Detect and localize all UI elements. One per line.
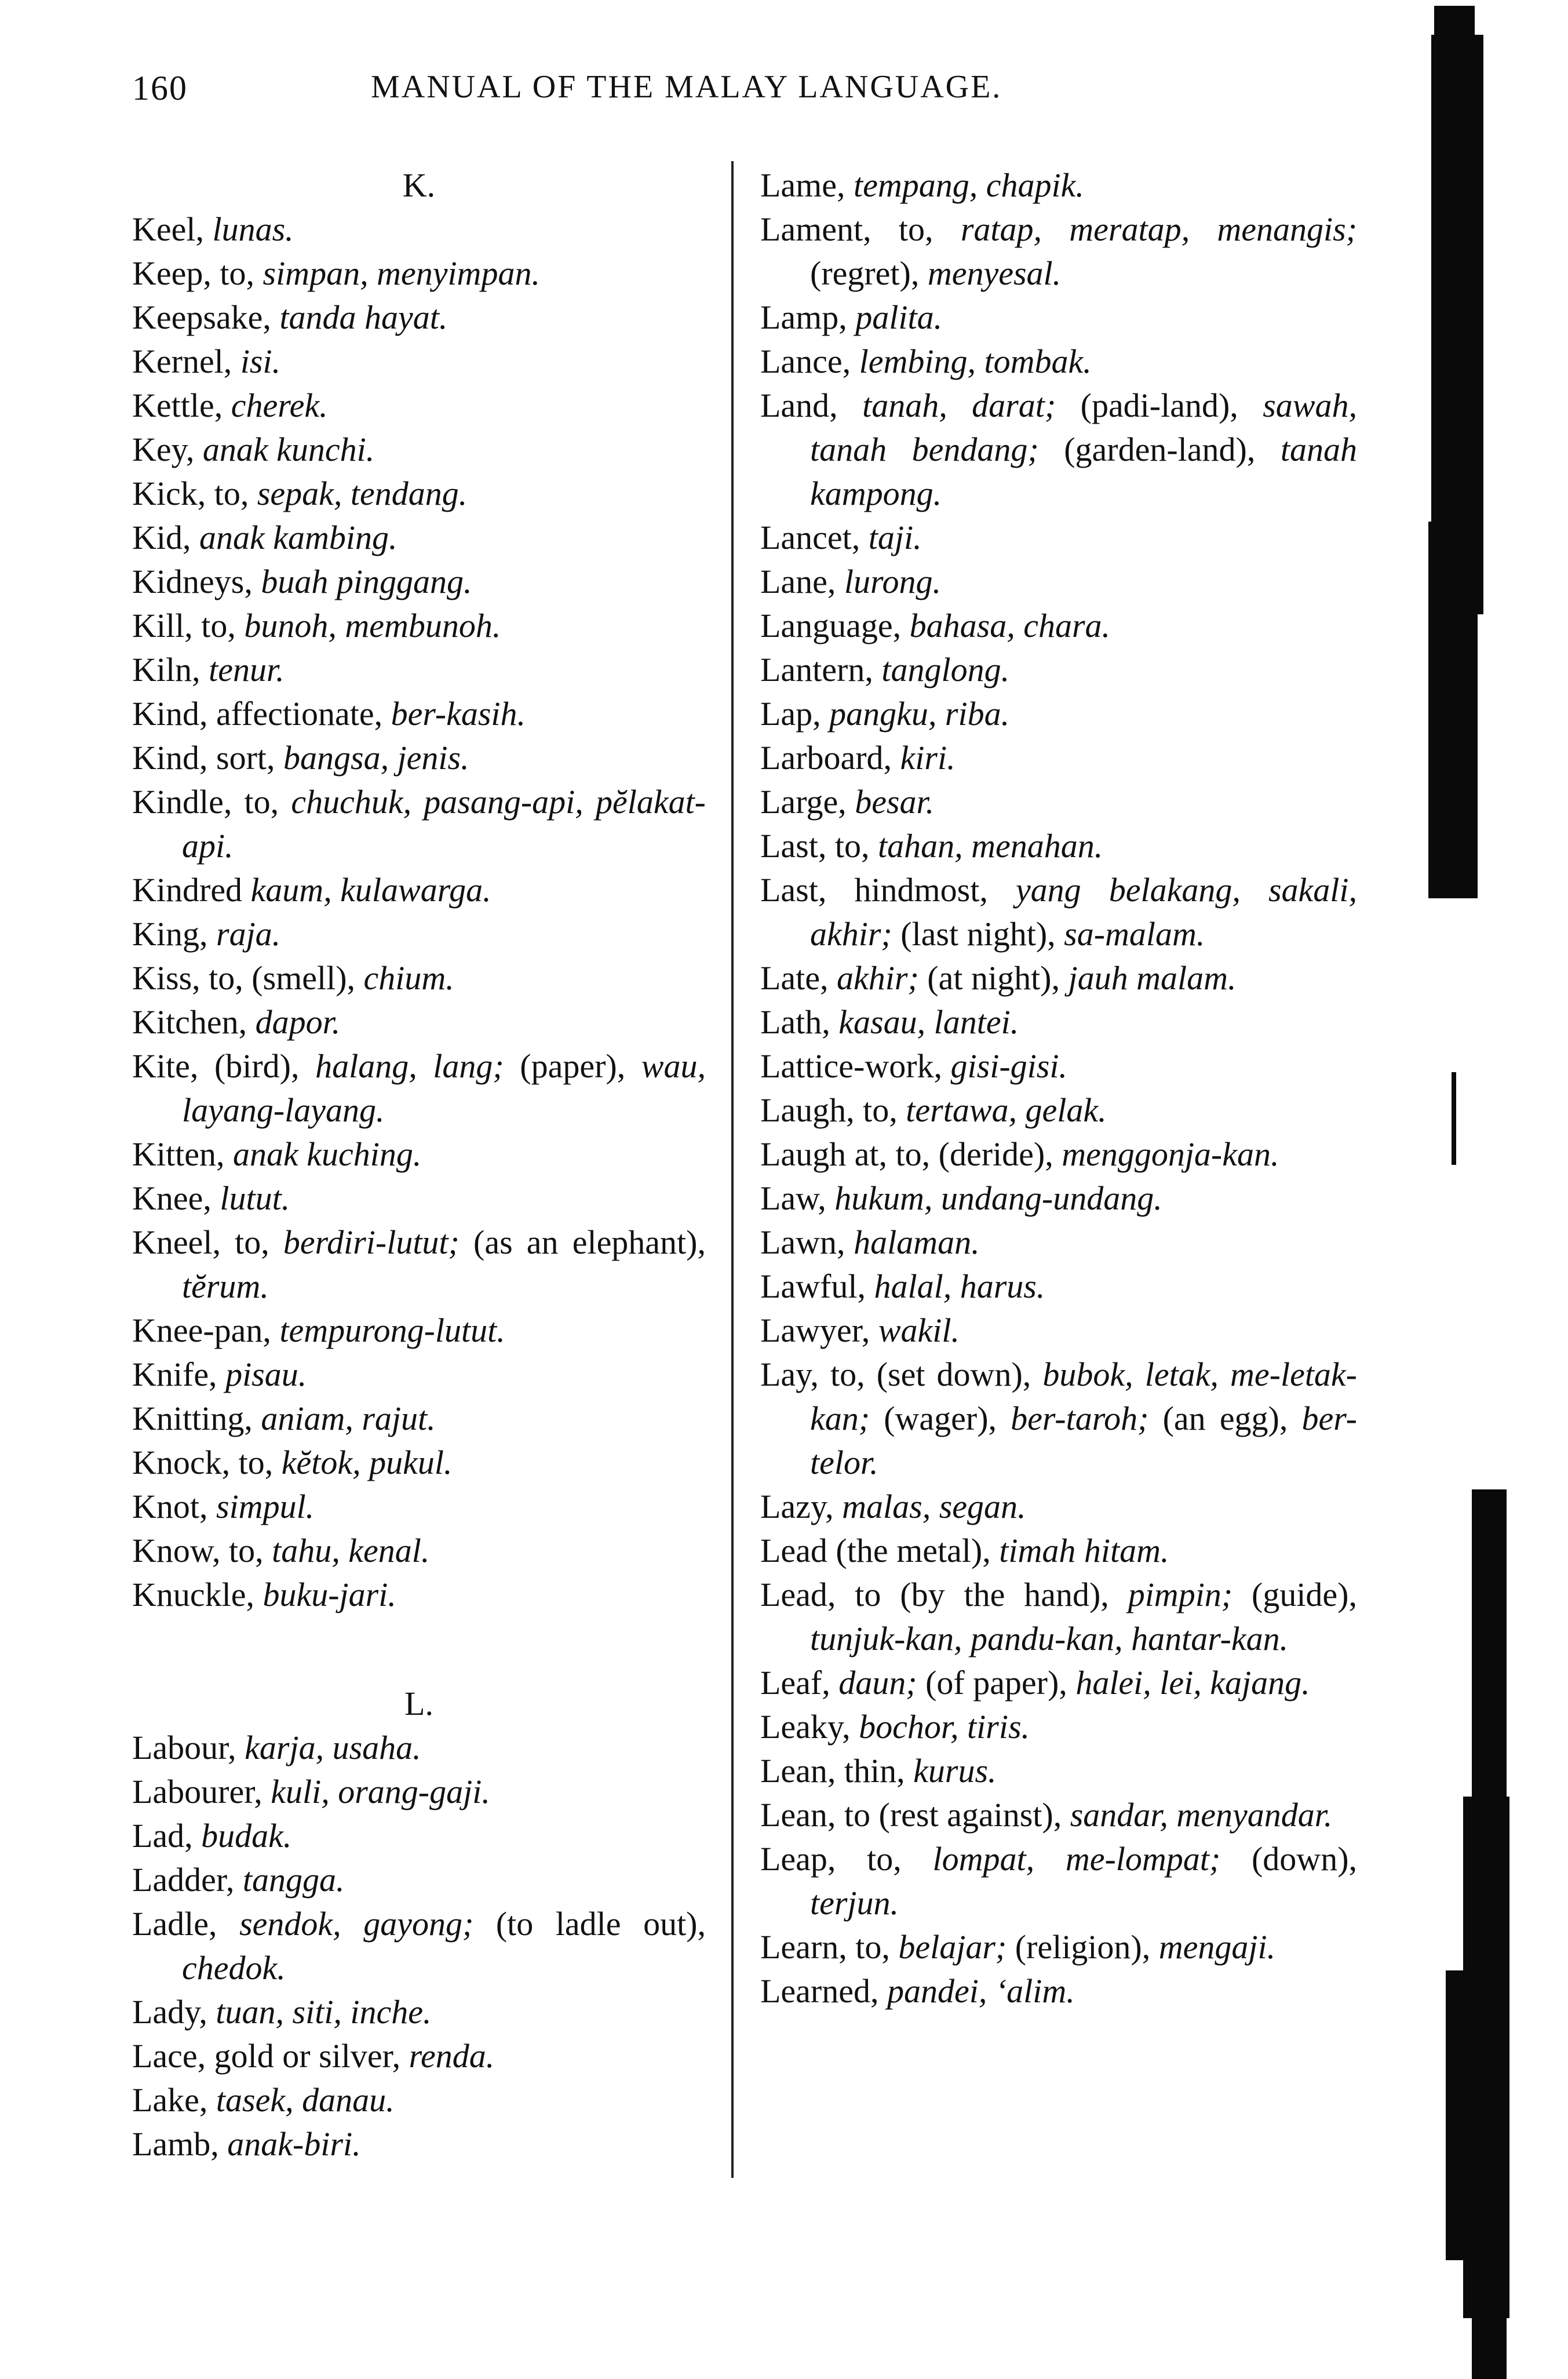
- malay-translation: malas, segan.: [842, 1488, 1026, 1525]
- malay-translation: daun;: [838, 1664, 917, 1702]
- english-term: Lady,: [132, 1993, 216, 2031]
- english-term: Lane,: [760, 563, 844, 600]
- english-term: Laugh at, to, (deride),: [760, 1135, 1062, 1173]
- english-term: Last, to,: [760, 827, 878, 865]
- dictionary-entry: [132, 1044, 706, 1132]
- dictionary-entry: [132, 604, 706, 648]
- dictionary-entry: [760, 604, 1357, 648]
- dictionary-entry: [132, 1176, 706, 1221]
- english-term: Ladder,: [132, 1861, 243, 1899]
- malay-translation: kurus.: [913, 1752, 997, 1790]
- malay-translation: aniam, rajut.: [261, 1400, 436, 1437]
- malay-translation: tanah kampong.: [810, 431, 1357, 512]
- english-term: Lancet,: [760, 519, 869, 556]
- english-term: Kid,: [132, 519, 199, 556]
- english-term: Lawyer,: [760, 1311, 878, 1349]
- malay-translation: ratap, meratap, menangis;: [960, 210, 1357, 248]
- dictionary-entry: [760, 868, 1357, 956]
- english-term: Keel,: [132, 210, 213, 248]
- english-term: Kiln,: [132, 651, 209, 688]
- malay-translation: timah hitam.: [999, 1532, 1169, 1569]
- malay-translation: lutut.: [220, 1179, 290, 1217]
- dictionary-entry: [760, 780, 1357, 824]
- l-entries-list: [132, 1726, 706, 2166]
- dictionary-entry: [132, 2122, 706, 2166]
- english-term: Lazy,: [760, 1488, 843, 1525]
- english-term: Labourer,: [132, 1773, 271, 1810]
- english-term: Knot,: [132, 1488, 216, 1525]
- malay-translation: tuan, siti, inche.: [216, 1993, 432, 2031]
- dictionary-entry: [132, 207, 706, 252]
- english-term: Know, to,: [132, 1532, 272, 1569]
- english-term: (of paper),: [917, 1664, 1076, 1702]
- malay-translation: tunjuk-kan, pandu-kan, hantar-kan.: [810, 1620, 1289, 1657]
- dictionary-entry: [132, 1770, 706, 1814]
- english-term: Lawn,: [760, 1223, 854, 1261]
- english-term: (to ladle out),: [473, 1905, 706, 1943]
- english-term: Knitting,: [132, 1400, 261, 1437]
- dictionary-entry: [760, 648, 1357, 692]
- english-term: Late,: [760, 959, 837, 997]
- dictionary-entry: [132, 1573, 706, 1617]
- malay-translation: kuli, orang-gaji.: [271, 1773, 490, 1810]
- dictionary-entry: [760, 736, 1357, 780]
- english-term: Leaky,: [760, 1708, 859, 1746]
- malay-translation: tĕrum.: [182, 1267, 269, 1305]
- english-term: Lamb,: [132, 2125, 228, 2163]
- dictionary-entry: [132, 1221, 706, 1309]
- malay-translation: kiri.: [900, 739, 956, 777]
- dictionary-entry: [132, 1814, 706, 1858]
- dictionary-entry: [760, 340, 1357, 384]
- malay-translation: hukum, undang-undang.: [834, 1179, 1162, 1217]
- malay-translation: terjun.: [810, 1884, 899, 1922]
- malay-translation: sawah, tanah bendang;: [810, 387, 1357, 468]
- malay-translation: chedok.: [182, 1949, 286, 1987]
- english-term: Language,: [760, 607, 910, 644]
- right-entries-list: [760, 163, 1357, 2013]
- dictionary-entry: [760, 1353, 1357, 1485]
- malay-translation: wau, layang-layang.: [182, 1047, 706, 1129]
- scan-edge-shadow: [1428, 0, 1568, 2379]
- malay-translation: yang belakang, sakali, akhir;: [810, 871, 1357, 953]
- dictionary-entry: [132, 912, 706, 956]
- english-term: (padi-land),: [1056, 387, 1263, 424]
- dictionary-entry: [760, 1309, 1357, 1353]
- malay-translation: sepak, tendang.: [257, 475, 468, 512]
- dictionary-entry: [132, 1990, 706, 2034]
- malay-translation: pisau.: [225, 1356, 307, 1393]
- english-term: Kiss, to, (smell),: [132, 959, 364, 997]
- dictionary-entry: [132, 1441, 706, 1485]
- english-term: King,: [132, 915, 216, 953]
- malay-translation: anak kuching.: [232, 1135, 422, 1173]
- dictionary-entry: [760, 1705, 1357, 1749]
- dictionary-entry: [132, 1485, 706, 1529]
- malay-translation: anak kunchi.: [202, 431, 375, 468]
- dictionary-entry: [760, 1485, 1357, 1529]
- malay-translation: chium.: [363, 959, 454, 997]
- malay-translation: buah pinggang.: [261, 563, 472, 600]
- english-term: Kitten,: [132, 1135, 233, 1173]
- malay-translation: ber-taroh;: [1011, 1400, 1149, 1437]
- malay-translation: renda.: [409, 2037, 495, 2075]
- english-term: Kill, to,: [132, 607, 245, 644]
- english-term: Knee-pan,: [132, 1311, 280, 1349]
- dictionary-entry: [760, 1529, 1357, 1573]
- malay-translation: tempurong-lutut.: [279, 1311, 505, 1349]
- malay-translation: lembing, tombak.: [859, 343, 1092, 380]
- english-term: Kidneys,: [132, 563, 261, 600]
- english-term: Lake,: [132, 2081, 216, 2119]
- malay-translation: akhir;: [837, 959, 919, 997]
- malay-translation: kasau, lantei.: [838, 1003, 1019, 1041]
- dictionary-entry: [132, 2078, 706, 2122]
- malay-translation: halei, lei, kajang.: [1075, 1664, 1310, 1702]
- dictionary-entry: [760, 1793, 1357, 1837]
- dictionary-entry: [132, 868, 706, 912]
- malay-translation: tahu, kenal.: [272, 1532, 430, 1569]
- section-heading-k: K.: [402, 166, 436, 204]
- running-title: MANUAL OF THE MALAY LANGUAGE.: [371, 69, 1002, 105]
- dictionary-entry: [132, 2034, 706, 2078]
- dictionary-entry: [760, 824, 1357, 868]
- malay-translation: anak kambing.: [199, 519, 398, 556]
- malay-translation: chuchuk, pasang-api, pĕlakat-api.: [182, 783, 706, 865]
- malay-translation: belajar;: [898, 1928, 1007, 1966]
- k-entries-list: [132, 207, 706, 1617]
- dictionary-entry: [132, 780, 706, 868]
- malay-translation: bahasa, chara.: [909, 607, 1111, 644]
- english-term: Larboard,: [760, 739, 900, 777]
- dictionary-entry: [760, 1000, 1357, 1044]
- dictionary-entry: [132, 1132, 706, 1176]
- malay-translation: raja.: [216, 915, 281, 953]
- dictionary-entry: [760, 692, 1357, 736]
- english-term: Kick, to,: [132, 475, 257, 512]
- dictionary-entry: [760, 516, 1357, 560]
- malay-translation: taji.: [868, 519, 922, 556]
- english-term: Keepsake,: [132, 298, 280, 336]
- malay-translation: isi.: [240, 343, 281, 380]
- malay-translation: berdiri-lutut;: [283, 1223, 460, 1261]
- english-term: Lath,: [760, 1003, 839, 1041]
- english-term: (at night),: [918, 959, 1069, 997]
- english-term: (guide),: [1232, 1576, 1357, 1613]
- dictionary-entry: [132, 252, 706, 296]
- english-term: (down),: [1220, 1840, 1358, 1878]
- english-term: Lay, to, (set down),: [760, 1356, 1043, 1393]
- malay-translation: besar.: [855, 783, 935, 821]
- dictionary-entry: [132, 1397, 706, 1441]
- english-term: Lance,: [760, 343, 859, 380]
- malay-translation: bochor, tiris.: [859, 1708, 1030, 1746]
- left-column: [132, 163, 706, 2166]
- malay-translation: palita.: [855, 298, 943, 336]
- malay-translation: budak.: [201, 1817, 292, 1855]
- english-term: Kind, sort,: [132, 739, 283, 777]
- dictionary-entry: [132, 1309, 706, 1353]
- malay-translation: dapor.: [255, 1003, 341, 1041]
- english-term: Lawful,: [760, 1267, 874, 1305]
- dictionary-entry: [760, 1661, 1357, 1705]
- malay-translation: halang, lang;: [315, 1047, 504, 1085]
- english-term: Large,: [760, 783, 855, 821]
- english-term: (an egg),: [1148, 1400, 1302, 1437]
- dictionary-entry: [760, 384, 1357, 516]
- malay-translation: lompat, me-lompat;: [932, 1840, 1221, 1878]
- dictionary-entry: [760, 296, 1357, 340]
- section-heading-l: L.: [404, 1685, 433, 1722]
- malay-translation: cherek.: [231, 387, 328, 424]
- column-divider: [731, 161, 734, 2178]
- english-term: Kernel,: [132, 343, 240, 380]
- english-term: (last night),: [892, 915, 1064, 953]
- dictionary-entry: [760, 1088, 1357, 1132]
- dictionary-entry: [760, 956, 1357, 1000]
- dictionary-entry: [132, 296, 706, 340]
- english-term: Ladle,: [132, 1905, 240, 1943]
- dictionary-entry: [760, 1044, 1357, 1088]
- malay-translation: ber-telor.: [810, 1400, 1357, 1481]
- dictionary-entry: [760, 207, 1357, 296]
- english-term: Lap,: [760, 695, 830, 733]
- dictionary-entry: [132, 560, 706, 604]
- english-term: Kite, (bird),: [132, 1047, 316, 1085]
- malay-translation: tangga.: [242, 1861, 345, 1899]
- malay-translation: lurong.: [844, 563, 941, 600]
- dictionary-entry: [132, 472, 706, 516]
- malay-translation: buku-jari.: [262, 1576, 396, 1613]
- malay-translation: mengaji.: [1158, 1928, 1276, 1966]
- malay-translation: halaman.: [854, 1223, 980, 1261]
- dictionary-entry: [132, 956, 706, 1000]
- dictionary-entry: [132, 1726, 706, 1770]
- english-term: Lame,: [760, 166, 854, 204]
- english-term: Key,: [132, 431, 203, 468]
- malay-translation: pangku, riba.: [829, 695, 1010, 733]
- english-term: Last, hindmost,: [760, 871, 1016, 909]
- english-term: Kind, affectionate,: [132, 695, 391, 733]
- malay-translation: kaum, kulawarga.: [250, 871, 491, 909]
- malay-translation: sa-malam.: [1064, 915, 1205, 953]
- dictionary-entry: [132, 692, 706, 736]
- dictionary-entry: [132, 516, 706, 560]
- malay-translation: menyesal.: [927, 254, 1062, 292]
- malay-translation: ber-kasih.: [391, 695, 526, 733]
- dictionary-entry: [760, 1221, 1357, 1265]
- malay-translation: simpan, menyimpan.: [262, 254, 540, 292]
- malay-translation: tertawa, gelak.: [906, 1091, 1107, 1129]
- malay-translation: tenur.: [209, 651, 285, 688]
- malay-translation: tanda hayat.: [279, 298, 448, 336]
- english-term: Law,: [760, 1179, 835, 1217]
- english-term: Learn, to,: [760, 1928, 899, 1966]
- dictionary-entry: [760, 560, 1357, 604]
- malay-translation: pandei, ‘alim.: [887, 1972, 1075, 2010]
- dictionary-entry: [132, 1529, 706, 1573]
- malay-translation: bubok, letak, me-letak-kan;: [810, 1356, 1357, 1437]
- english-term: Knee,: [132, 1179, 220, 1217]
- dictionary-entry: [132, 736, 706, 780]
- right-column: [760, 163, 1357, 2013]
- malay-translation: menggonja-kan.: [1062, 1135, 1279, 1173]
- dictionary-entry: [760, 1265, 1357, 1309]
- english-term: (wager),: [870, 1400, 1011, 1437]
- malay-translation: anak-biri.: [227, 2125, 361, 2163]
- dictionary-entry: [760, 1132, 1357, 1176]
- english-term: Lean, thin,: [760, 1752, 914, 1790]
- page-header: [0, 68, 1568, 121]
- malay-translation: tanah, darat;: [862, 387, 1056, 424]
- english-term: Learned,: [760, 1972, 887, 2010]
- english-term: Knife,: [132, 1356, 226, 1393]
- english-term: Lamp,: [760, 298, 856, 336]
- english-term: (religion),: [1007, 1928, 1159, 1966]
- english-term: Lead (the metal),: [760, 1532, 1000, 1569]
- english-term: Lace, gold or silver,: [132, 2037, 409, 2075]
- malay-translation: tempang, chapik.: [854, 166, 1084, 204]
- english-term: Leaf,: [760, 1664, 839, 1702]
- section-gap: [132, 1617, 706, 1682]
- dictionary-entry: [760, 1749, 1357, 1793]
- dictionary-entry: [132, 1353, 706, 1397]
- english-term: Lead, to (by the hand),: [760, 1576, 1128, 1613]
- malay-translation: halal, harus.: [874, 1267, 1045, 1305]
- english-term: (paper),: [504, 1047, 641, 1085]
- english-term: Kettle,: [132, 387, 231, 424]
- dictionary-entry: [760, 1573, 1357, 1661]
- english-term: Lean, to (rest against),: [760, 1796, 1070, 1834]
- dictionary-entry: [760, 1969, 1357, 2013]
- english-term: Kneel, to,: [132, 1223, 283, 1261]
- dictionary-entry: [132, 1000, 706, 1044]
- malay-translation: pimpin;: [1128, 1576, 1233, 1613]
- malay-translation: wakil.: [878, 1311, 960, 1349]
- malay-translation: lunas.: [212, 210, 294, 248]
- english-term: Keep, to,: [132, 254, 263, 292]
- english-term: (as an elephant),: [459, 1223, 706, 1261]
- english-term: Lattice-work,: [760, 1047, 951, 1085]
- english-term: Leap, to,: [760, 1840, 933, 1878]
- english-term: Kindle, to,: [132, 783, 291, 821]
- malay-translation: bangsa, jenis.: [283, 739, 469, 777]
- dictionary-entry: [132, 1902, 706, 1990]
- malay-translation: kĕtok, pukul.: [281, 1444, 453, 1481]
- dictionary-entry: [132, 428, 706, 472]
- malay-translation: bunoh, membunoh.: [244, 607, 501, 644]
- malay-translation: tahan, menahan.: [877, 827, 1103, 865]
- dictionary-entry: [132, 1858, 706, 1902]
- english-term: (regret),: [810, 254, 928, 292]
- malay-translation: gisi-gisi.: [950, 1047, 1067, 1085]
- english-term: Lad,: [132, 1817, 202, 1855]
- english-term: Laugh, to,: [760, 1091, 906, 1129]
- malay-translation: tasek, danau.: [216, 2081, 395, 2119]
- english-term: Knock, to,: [132, 1444, 282, 1481]
- english-term: Kitchen,: [132, 1003, 256, 1041]
- dictionary-entry: [132, 384, 706, 428]
- english-term: Lantern,: [760, 651, 882, 688]
- page-number: 160: [132, 69, 188, 107]
- english-term: (garden-land),: [1038, 431, 1281, 468]
- dictionary-entry: [132, 340, 706, 384]
- dictionary-entry: [760, 1176, 1357, 1221]
- english-term: Kindred: [132, 871, 251, 909]
- malay-translation: karja, usaha.: [245, 1729, 421, 1766]
- malay-translation: tanglong.: [881, 651, 1010, 688]
- dictionary-entry: [760, 1837, 1357, 1925]
- dictionary-entry: [132, 648, 706, 692]
- english-term: Knuckle,: [132, 1576, 263, 1613]
- malay-translation: sendok, gayong;: [239, 1905, 474, 1943]
- malay-translation: sandar, menyandar.: [1070, 1796, 1333, 1834]
- english-term: Lament, to,: [760, 210, 961, 248]
- english-term: Labour,: [132, 1729, 245, 1766]
- malay-translation: jauh malam.: [1068, 959, 1237, 997]
- dictionary-entry: [760, 1925, 1357, 1969]
- malay-translation: simpul.: [216, 1488, 315, 1525]
- dictionary-entry: [760, 163, 1357, 207]
- english-term: Land,: [760, 387, 863, 424]
